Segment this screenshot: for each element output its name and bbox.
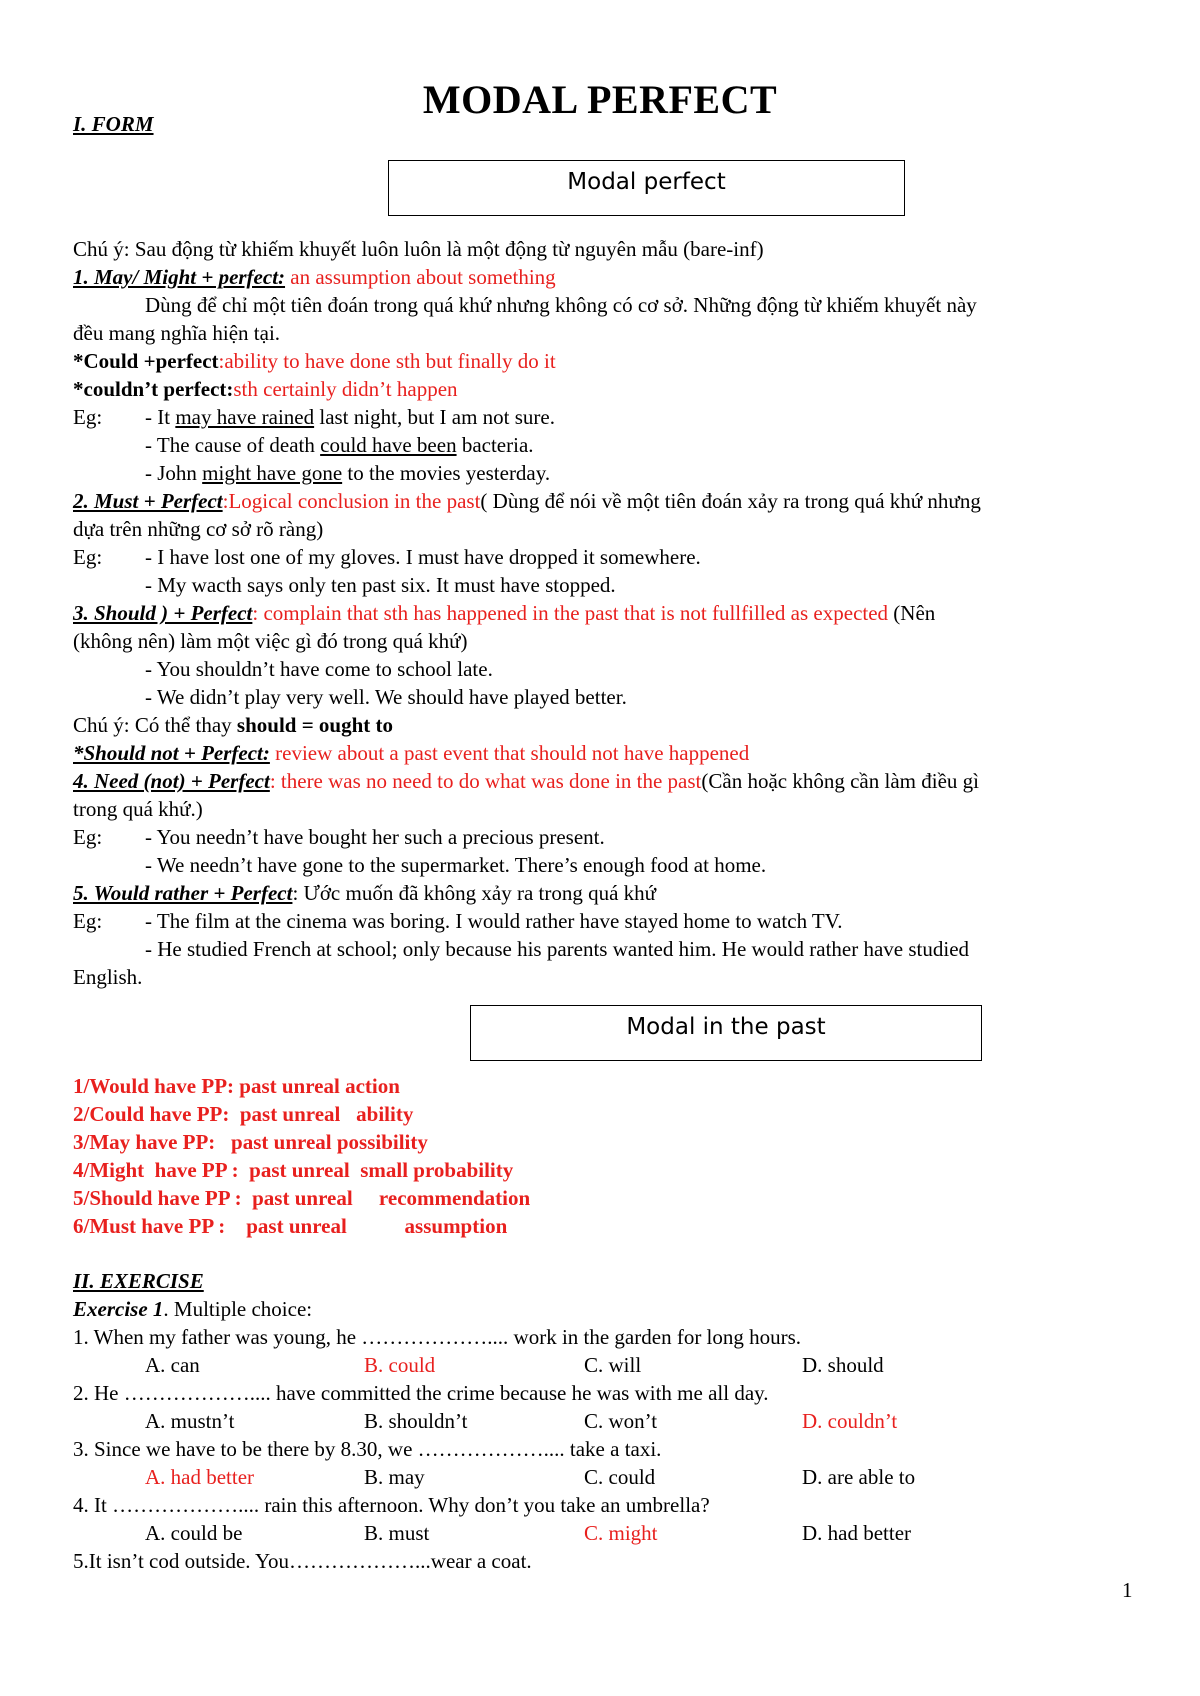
example-need-2: - We needn’t have gone to the supermarket. There’s enough food at home. <box>145 853 767 877</box>
need-desc: : there was no need to do what was done in the past <box>269 769 702 793</box>
example-text: last night, but I am not sure. <box>314 405 555 429</box>
eg-label: Eg: <box>73 909 103 933</box>
may-might-heading <box>73 264 556 290</box>
may-might-title: 1. May/ Might + perfect: <box>73 265 286 289</box>
question-3: 3. Since we have to be there by 8.30, we ……………….... take a taxi. <box>73 1437 662 1461</box>
should-heading <box>73 600 935 626</box>
must-vn: ( Dùng để nói về một tiên đoán xảy ra trong quá khứ nhưng <box>480 489 981 513</box>
section-exercise-heading: II. EXERCISE <box>73 1269 204 1293</box>
question-4: 4. It ……………….... rain this afternoon. Why don’t you take an umbrella? <box>73 1493 710 1517</box>
question-5: 5.It isn’t cod outside. You………………...wear a coat. <box>73 1549 532 1573</box>
would-rather-desc: : Ước muốn đã không xảy ra trong quá khứ <box>292 881 657 905</box>
example-text: bacteria. <box>456 433 534 457</box>
past-modal-3: 3/May have PP: past unreal possibility <box>73 1130 428 1154</box>
past-modal-6: 6/Must have PP : past unreal assumption <box>73 1214 508 1238</box>
option-a: A. mustn’t <box>145 1409 235 1433</box>
option-a: A. can <box>145 1353 200 1377</box>
page-number: 1 <box>1122 1578 1133 1602</box>
modal-in-past-box-label: Modal in the past <box>626 1014 826 1040</box>
example-could <box>145 432 534 458</box>
example-would-2: - He studied French at school; only because his parents wanted him. He would rather have studied <box>145 937 970 961</box>
example-text: - John <box>145 461 203 485</box>
option-c-answer: C. might <box>584 1521 658 1545</box>
question-2: 2. He ……………….... have committed the crime because he was with me all day. <box>73 1381 769 1405</box>
option-d: D. should <box>802 1353 884 1377</box>
should-desc: : complain that sth has happened in the past that is not fullfilled as expected <box>252 601 889 625</box>
option-d-answer: D. couldn’t <box>802 1409 898 1433</box>
example-need-1: - You needn’t have bought her such a precious present. <box>145 825 605 849</box>
should-title: 3. Should ) + Perfect <box>73 601 253 625</box>
modal-perfect-box <box>388 160 905 216</box>
should-note-bold: should = ought to <box>236 713 394 737</box>
example-should-1: - You shouldn’t have come to school late. <box>145 657 493 681</box>
past-modal-5: 5/Should have PP : past unreal recommendation <box>73 1186 531 1210</box>
need-vn: (Cần hoặc không cần làm điều gì <box>701 769 979 793</box>
page-title: MODAL PERFECT <box>422 77 778 122</box>
option-b: B. may <box>364 1465 425 1489</box>
example-would-2-cont: English. <box>73 965 143 989</box>
should-not-title: *Should not + Perfect: <box>73 741 270 765</box>
example-text: - The cause of death <box>145 433 321 457</box>
option-c: C. won’t <box>584 1409 658 1433</box>
couldnt-perfect-title: *couldn’t perfect: <box>73 377 234 401</box>
past-modal-1: 1/Would have PP: past unreal action <box>73 1074 400 1098</box>
example-must-1: - I have lost one of my gloves. I must have dropped it somewhere. <box>145 545 701 569</box>
may-might-desc: an assumption about something <box>285 265 556 289</box>
exercise-1-heading <box>73 1296 312 1322</box>
past-modal-2: 2/Could have PP: past unreal ability <box>73 1102 414 1126</box>
example-underlined: may have rained <box>175 405 315 429</box>
should-not-desc: review about a past event that should not have happened <box>269 741 750 765</box>
example-might <box>145 460 550 486</box>
example-must-2: - My wacth says only ten past six. It must have stopped. <box>145 573 616 597</box>
option-b-answer: B. could <box>364 1353 436 1377</box>
example-text: to the movies yesterday. <box>342 461 551 485</box>
section-form-heading: I. FORM <box>73 112 154 136</box>
past-modal-4: 4/Might have PP : past unreal small probability <box>73 1158 514 1182</box>
exercise-1-label: Exercise 1 <box>73 1297 164 1321</box>
should-vn: (Nên <box>888 601 936 625</box>
could-perfect-desc: :ability to have done sth but finally do it <box>218 349 556 373</box>
should-note-text: Chú ý: Có thể thay <box>73 713 237 737</box>
eg-label: Eg: <box>73 405 103 429</box>
should-vn-line2: (không nên) làm một việc gì đó trong quá khứ) <box>73 629 468 653</box>
option-a: A. could be <box>145 1521 243 1545</box>
example-underlined: might have gone <box>202 461 343 485</box>
option-b: B. must <box>364 1521 430 1545</box>
exercise-1-instruction: . Multiple choice: <box>163 1297 313 1321</box>
option-a-answer: A. had better <box>145 1465 255 1489</box>
example-underlined: could have been <box>320 433 457 457</box>
modal-in-past-box <box>470 1005 982 1061</box>
question-1: 1. When my father was young, he ……………….... work in the garden for long hours. <box>73 1325 802 1349</box>
example-may <box>145 404 555 430</box>
example-should-2: - We didn’t play very well. We should have played better. <box>145 685 627 709</box>
would-rather-title: 5. Would rather + Perfect <box>73 881 293 905</box>
would-rather-heading <box>73 880 656 906</box>
need-title: 4. Need (not) + Perfect <box>73 769 270 793</box>
eg-label: Eg: <box>73 825 103 849</box>
couldnt-perfect-line <box>73 376 458 402</box>
may-might-vn-line1: Dùng để chỉ một tiên đoán trong quá khứ nhưng không có cơ sở. Những động từ khiếm khuyết này <box>145 293 977 317</box>
must-vn-line2: dựa trên những cơ sở rõ ràng) <box>73 517 324 541</box>
option-c: C. could <box>584 1465 656 1489</box>
may-might-vn-line2: đều mang nghĩa hiện tại. <box>73 321 281 345</box>
couldnt-perfect-desc: sth certainly didn’t happen <box>233 377 458 401</box>
could-perfect-title: *Could +perfect <box>73 349 219 373</box>
should-note <box>73 712 393 738</box>
modal-perfect-box-label: Modal perfect <box>567 169 726 195</box>
need-heading <box>73 768 979 794</box>
note-bare-inf: Chú ý: Sau động từ khiếm khuyết luôn luôn là một động từ nguyên mẫu (bare-inf) <box>73 237 764 261</box>
could-perfect-line <box>73 348 556 374</box>
must-desc: :Logical conclusion in the past <box>222 489 481 513</box>
option-d: D. are able to <box>802 1465 916 1489</box>
example-text: - It <box>145 405 176 429</box>
option-b: B. shouldn’t <box>364 1409 468 1433</box>
eg-label: Eg: <box>73 545 103 569</box>
should-not-heading <box>73 740 749 766</box>
need-vn-line2: trong quá khứ.) <box>73 797 203 821</box>
must-heading <box>73 488 981 514</box>
example-would-1: - The film at the cinema was boring. I would rather have stayed home to watch TV. <box>145 909 843 933</box>
option-c: C. will <box>584 1353 642 1377</box>
option-d: D. had better <box>802 1521 912 1545</box>
must-title: 2. Must + Perfect <box>73 489 223 513</box>
